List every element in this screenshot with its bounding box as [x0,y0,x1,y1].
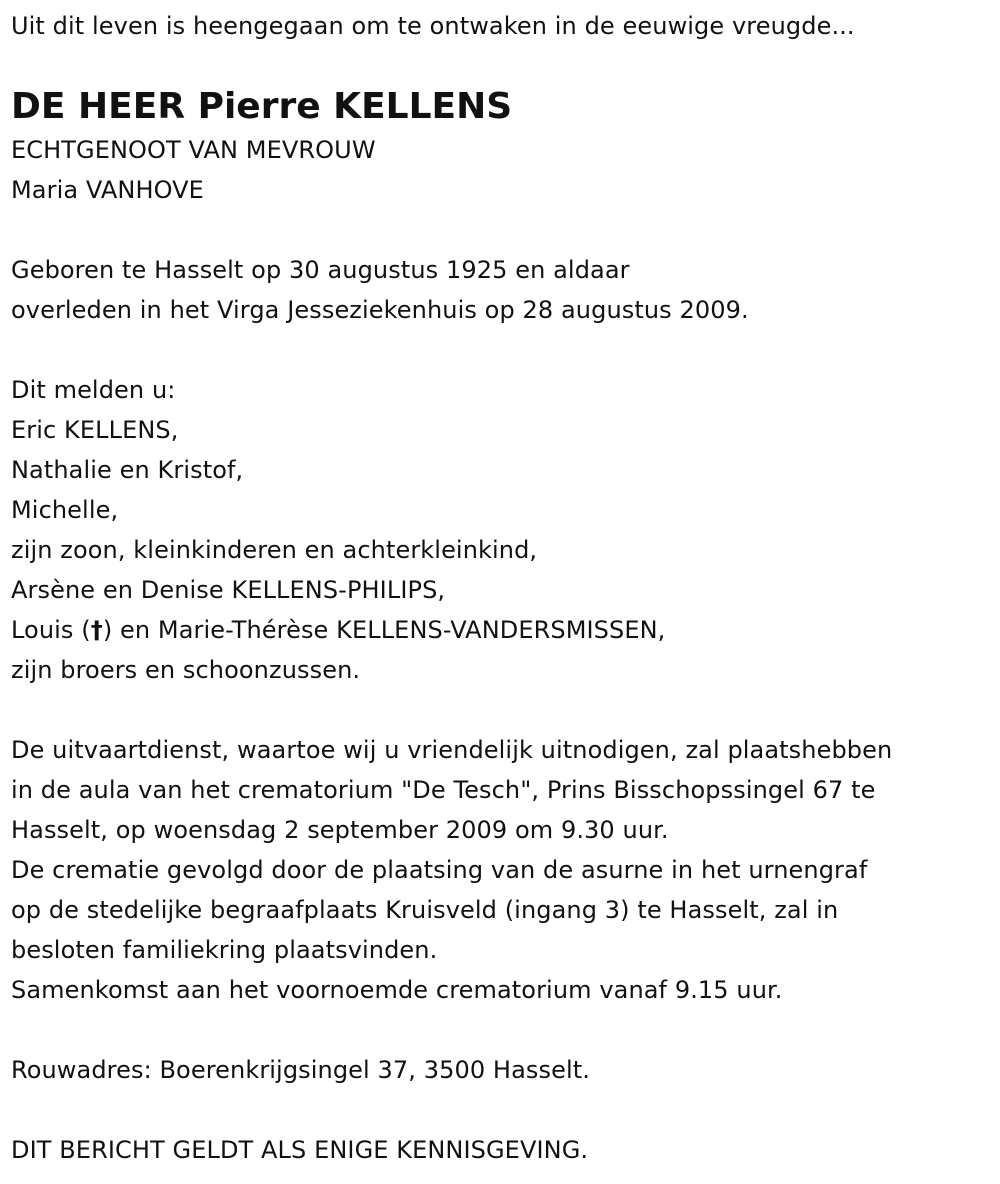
ceremony-line: Samenkomst aan het voornoemde crematorium vanaf 9.15 uur. [11,976,783,1004]
mourning-address: Rouwadres: Boerenkrijgsingel 37, 3500 Hasselt. [11,1056,590,1084]
birth-line: Geboren te Hasselt op 30 augustus 1925 en aldaar [11,256,630,284]
spacer [11,330,991,370]
family-line [11,610,991,650]
family-line: zijn broers en schoonzussen. [11,656,361,684]
ceremony-line: besloten familiekring plaatsvinden. [11,936,438,964]
spacer [11,1010,991,1050]
spacer [11,690,991,730]
family-line-part: ) en Marie-Thérèse KELLENS-VANDERSMISSEN, [102,616,666,644]
family-line: zijn zoon, kleinkinderen en achterkleinkind, [11,536,538,564]
death-notice [11,0,991,1170]
spouse-title: ECHTGENOOT VAN MEVROUW [11,136,376,164]
ceremony-line: in de aula van het crematorium "De Tesch", Prins Bisschopssingel 67 te [11,776,876,804]
intro-text: Uit dit leven is heengegaan om te ontwaken in de eeuwige vreugde... [11,12,855,40]
death-line: overleden in het Virga Jesseziekenhuis op 28 augustus 2009. [11,296,749,324]
family-line-part: Louis ( [11,616,91,644]
ceremony-line: De crematie gevolgd door de plaatsing van de asurne in het urnengraf [11,856,868,884]
spacer [11,210,991,250]
spacer [11,1090,991,1130]
ceremony-line: op de stedelijke begraafplaats Kruisveld (ingang 3) te Hasselt, zal in [11,896,839,924]
family-line: Nathalie en Kristof, [11,456,244,484]
ceremony-line: Hasselt, op woensdag 2 september 2009 om 9.30 uur. [11,816,669,844]
family-line: Michelle, [11,496,119,524]
closing-statement: DIT BERICHT GELDT ALS ENIGE KENNISGEVING. [11,1136,589,1164]
family-intro: Dit melden u: [11,376,176,404]
ceremony-line: De uitvaartdienst, waartoe wij u vriendelijk uitnodigen, zal plaatshebben [11,736,893,764]
cross-icon: † [90,616,103,644]
deceased-name: DE HEER Pierre KELLENS [11,86,513,127]
family-line: Arsène en Denise KELLENS-PHILIPS, [11,576,446,604]
family-line: Eric KELLENS, [11,416,179,444]
spouse-name: Maria VANHOVE [11,176,204,204]
